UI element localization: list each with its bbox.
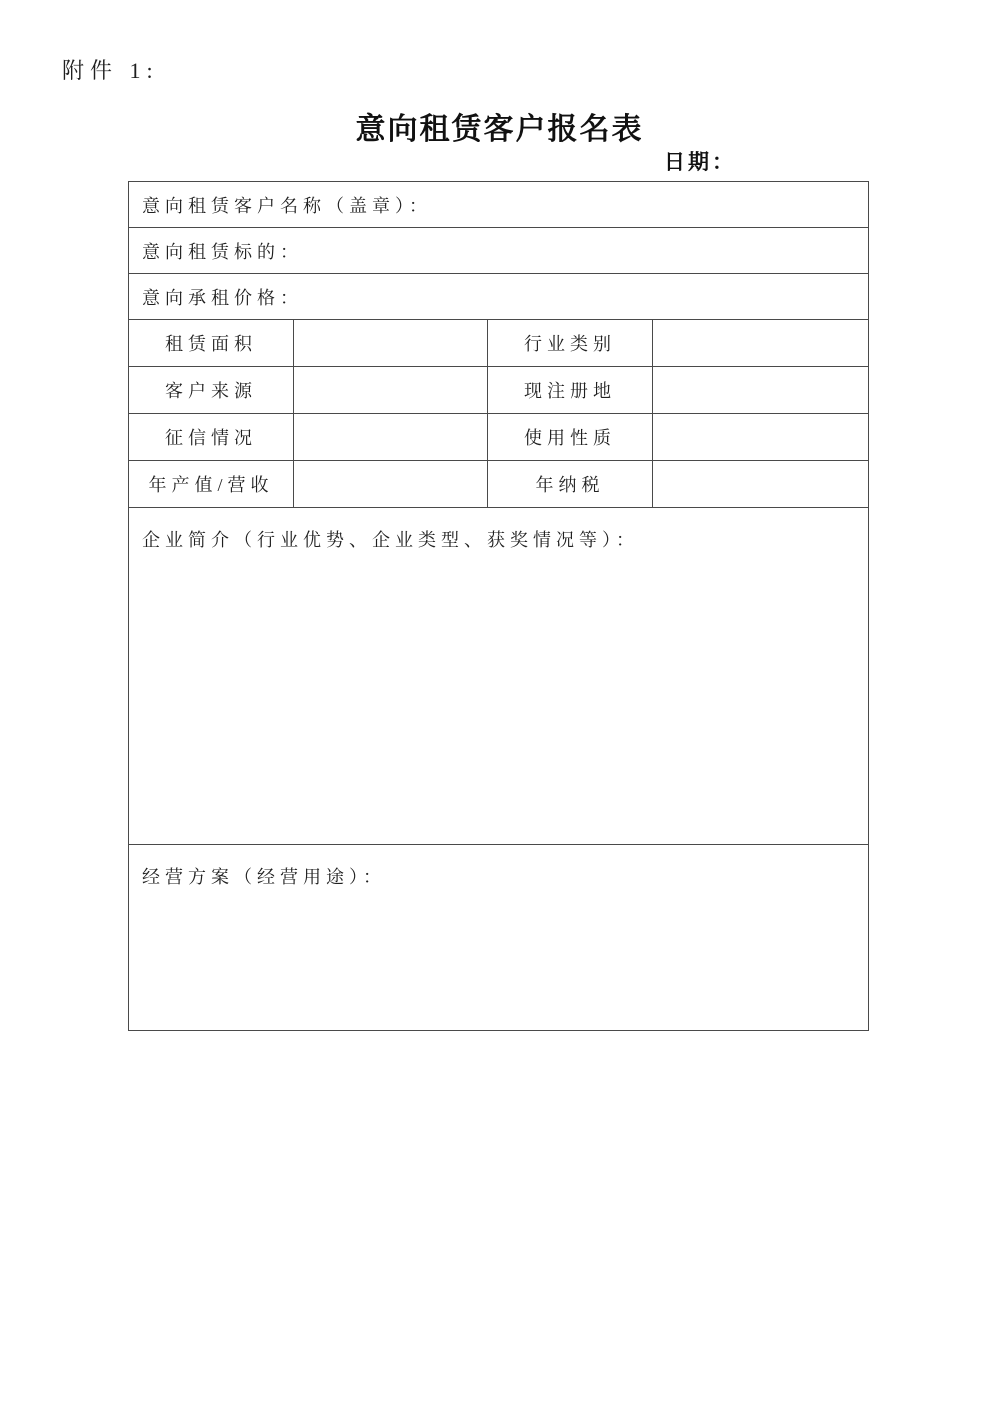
credit-status-label: 征信情况 [129,414,294,461]
lease-area-label: 租赁面积 [129,320,294,367]
customer-source-label: 客户来源 [129,367,294,414]
table-row [129,461,869,508]
usage-nature-input-cell[interactable] [653,414,869,461]
industry-category-input-cell[interactable] [653,320,869,367]
registered-location-label: 现注册地 [488,367,653,414]
table-row [129,182,869,228]
credit-status-input-cell[interactable] [294,414,488,461]
table-row [129,508,869,845]
customer-source-input-cell[interactable] [294,367,488,414]
registered-location-input-cell[interactable] [653,367,869,414]
table-row [129,228,869,274]
lease-area-input-cell[interactable] [294,320,488,367]
table-row [129,414,869,461]
annual-output-revenue-input-cell[interactable] [294,461,488,508]
customer-name-field[interactable]: 意向租赁客户名称（盖章）： [129,182,869,228]
date-label: 日期： [664,150,736,174]
usage-nature-label: 使用性质 [488,414,653,461]
application-form-table [128,181,869,1031]
attachment-label: 附件 1: [62,58,159,83]
annual-tax-label: 年纳税 [488,461,653,508]
business-plan-field[interactable]: 经营方案（经营用途）： [129,845,869,1031]
company-profile-field[interactable]: 企业简介（行业优势、企业类型、获奖情况等）： [129,508,869,845]
table-row [129,367,869,414]
annual-tax-input-cell[interactable] [653,461,869,508]
page-title: 意向租赁客户报名表 [355,113,644,146]
intended-rent-price-field[interactable]: 意向承租价格： [129,274,869,320]
table-row [129,845,869,1031]
table-row [129,320,869,367]
table-row [129,274,869,320]
industry-category-label: 行业类别 [488,320,653,367]
annual-output-revenue-label: 年产值/营收 [129,461,294,508]
lease-subject-field[interactable]: 意向租赁标的： [129,228,869,274]
